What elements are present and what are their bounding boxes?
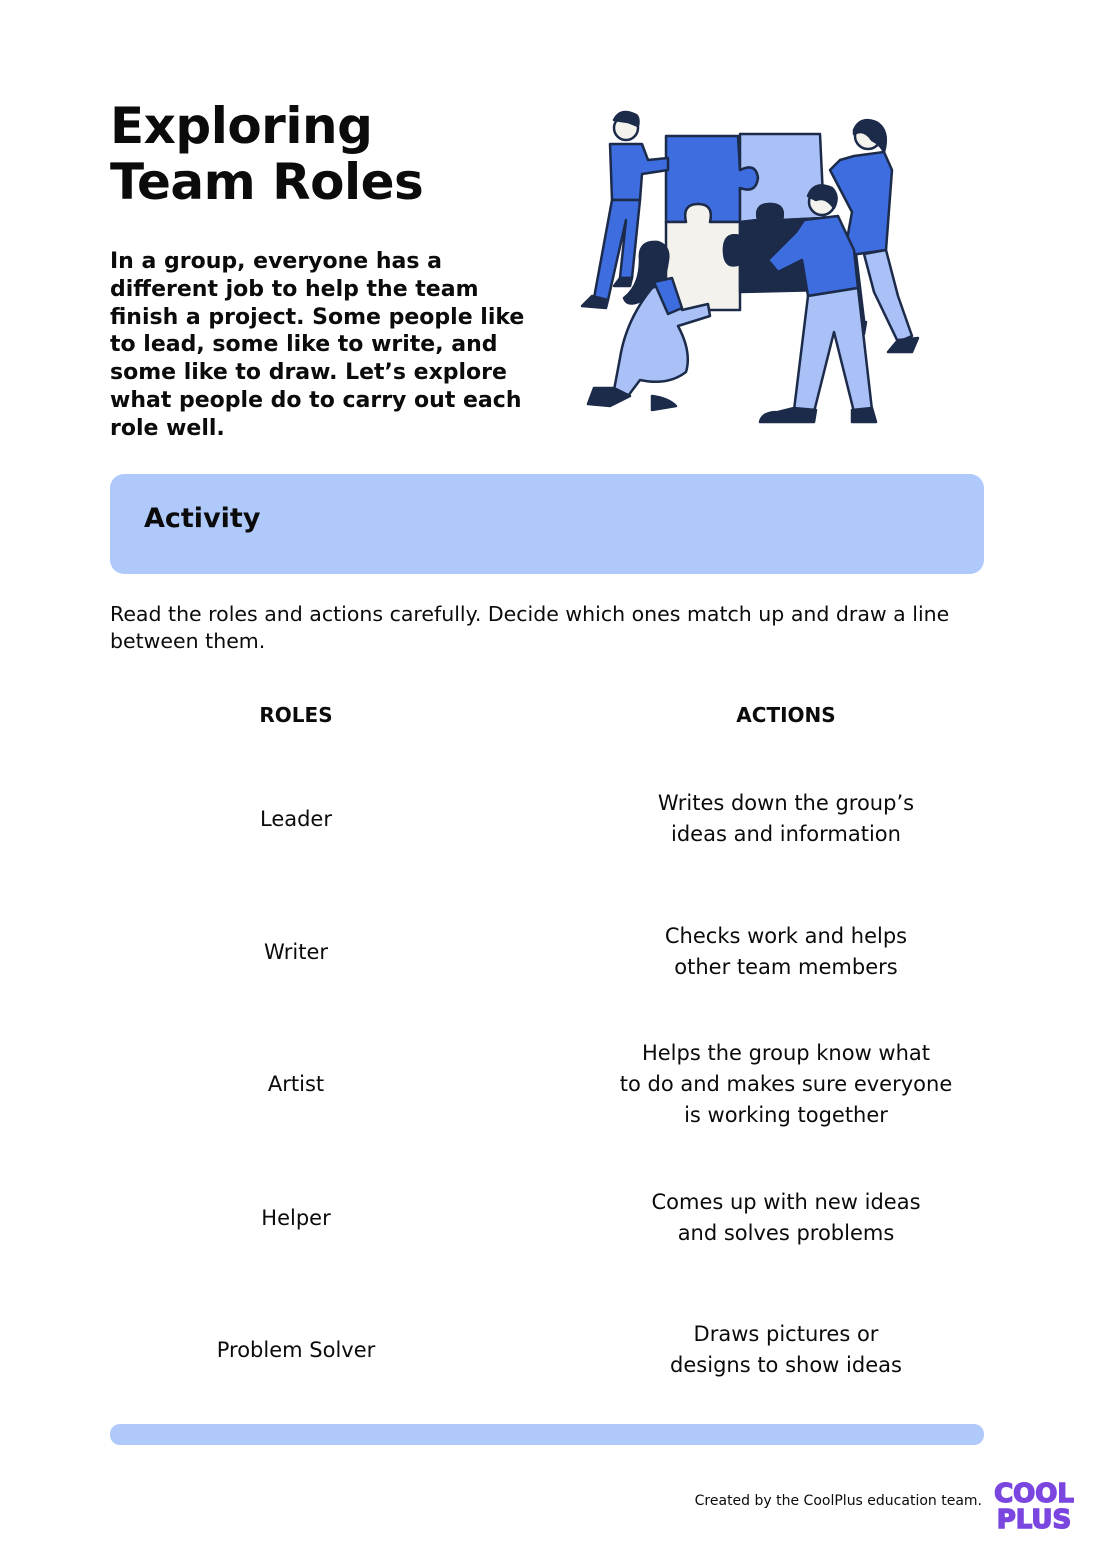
intro-paragraph: In a group, everyone has a different job to help the team finish a project. Some people like to lead, some like to write, and some like to draw. Let’s explore what people do to carry out each role well. — [110, 249, 525, 441]
action-item: Writes down the group’s ideas and information — [657, 791, 915, 846]
activity-instructions: Read the roles and actions carefully. Decide which ones match up and draw a line between them. — [110, 602, 950, 653]
title-line-2: Team Roles — [110, 153, 424, 211]
credit-text: Created by the CoolPlus education team. — [694, 1493, 982, 1509]
actions-column-header: ACTIONS — [736, 703, 836, 727]
bottom-divider-bar — [110, 1424, 984, 1445]
logo-text-bottom: PLUS — [996, 1505, 1072, 1530]
role-item: Writer — [263, 939, 329, 964]
title-line-1: Exploring — [110, 97, 373, 155]
action-item: Comes up with new ideas and solves problems — [651, 1190, 921, 1245]
activity-banner — [110, 474, 984, 574]
activity-heading: Activity — [144, 503, 261, 534]
logo-text-top: COOL — [994, 1479, 1074, 1509]
team-puzzle-illustration — [568, 100, 940, 430]
action-item: Draws pictures or designs to show ideas — [670, 1322, 902, 1377]
role-item: Artist — [267, 1071, 325, 1096]
role-item: Leader — [259, 806, 332, 831]
role-item: Helper — [261, 1205, 331, 1230]
role-item: Problem Solver — [216, 1337, 376, 1362]
action-item: Helps the group know what to do and makes sure everyone is working together — [619, 1040, 953, 1127]
action-item: Checks work and helps other team members — [664, 924, 908, 979]
coolplus-logo — [994, 1478, 1074, 1530]
roles-column-header: ROLES — [259, 703, 333, 727]
page-title — [110, 98, 530, 210]
